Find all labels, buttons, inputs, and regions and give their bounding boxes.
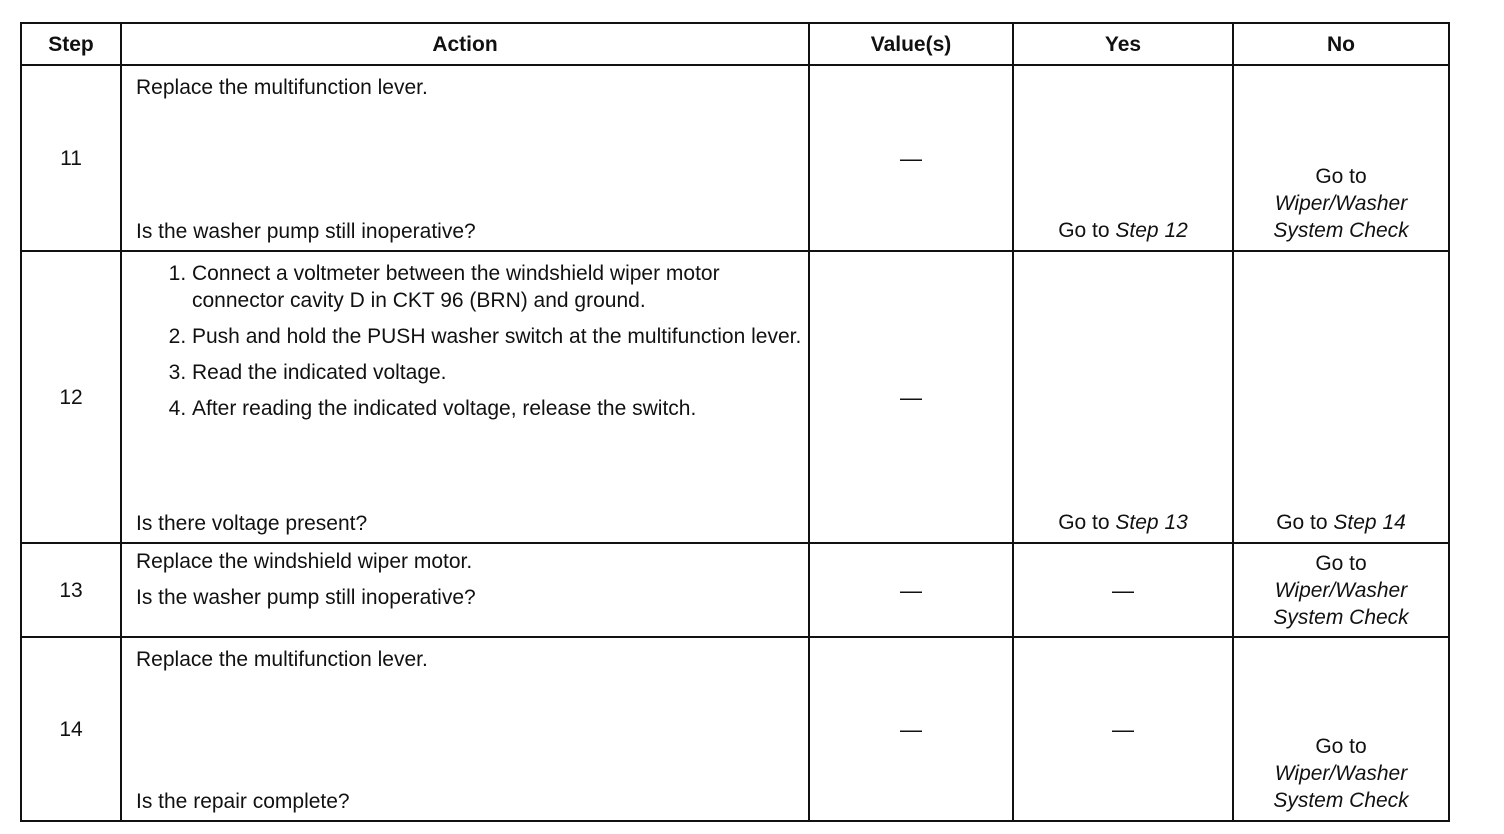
step-number: 12	[59, 386, 83, 409]
yes-prefix: Go to	[1058, 219, 1110, 242]
no-prefix: Go to	[1315, 735, 1367, 758]
action-step-item: 1. Connect a voltmeter between the windshield wiper motor connector cavity D in CKT 96 (BRN) and ground.	[192, 260, 802, 314]
header-yes: Yes	[1012, 24, 1232, 66]
action-step-item: 2. Push and hold the PUSH washer switch at the multifunction lever.	[192, 323, 802, 350]
no-prefix: Go to	[1315, 552, 1367, 575]
action-question: Is the repair complete?	[136, 790, 350, 813]
no-cell	[1232, 252, 1448, 544]
yes-prefix: Go to	[1058, 511, 1110, 534]
no-cell	[1232, 544, 1448, 638]
action-step-item: 4. After reading the indicated voltage, release the switch.	[192, 395, 802, 422]
action-cell	[120, 66, 808, 252]
no-prefix: Go to	[1276, 511, 1328, 534]
value-cell: —	[808, 66, 1012, 252]
yes-cell	[1012, 66, 1232, 252]
action-instruction: Replace the multifunction lever.	[136, 76, 428, 99]
action-cell	[120, 638, 808, 822]
action-question: Is the washer pump still inoperative?	[136, 586, 476, 609]
step-number: 14	[59, 718, 83, 741]
no-cell	[1232, 638, 1448, 822]
table-row	[22, 542, 1448, 638]
no-reference-line2: System Check	[1273, 219, 1409, 242]
header-values: Value(s)	[808, 24, 1012, 66]
no-reference-line1: Wiper/Washer	[1274, 762, 1408, 785]
action-cell	[120, 544, 808, 638]
no-cell	[1232, 66, 1448, 252]
step-number: 11	[60, 147, 82, 170]
yes-cell: —	[1012, 638, 1232, 822]
diagnostic-table	[20, 22, 1450, 822]
no-reference-line1: Wiper/Washer	[1274, 192, 1408, 215]
no-reference-line2: System Check	[1273, 606, 1409, 629]
header-action: Action	[120, 24, 808, 66]
action-step-item: 3. Read the indicated voltage.	[192, 359, 802, 386]
action-step-list	[156, 260, 802, 431]
action-instruction: Replace the multifunction lever.	[136, 648, 428, 671]
action-instruction: Replace the windshield wiper motor.	[136, 550, 473, 573]
yes-step-reference: Step 12	[1115, 219, 1188, 242]
step-number: 13	[59, 579, 83, 602]
header-no: No	[1232, 24, 1448, 66]
action-question: Is the washer pump still inoperative?	[136, 220, 476, 243]
value-cell: —	[808, 544, 1012, 638]
header-step: Step	[48, 33, 94, 56]
yes-cell: —	[1012, 544, 1232, 638]
table-header-row	[22, 24, 1448, 66]
value-cell: —	[808, 252, 1012, 544]
value-cell: —	[808, 638, 1012, 822]
table-row	[22, 64, 1448, 252]
no-step-reference: Step 14	[1333, 511, 1406, 534]
yes-cell	[1012, 252, 1232, 544]
table-row	[22, 636, 1448, 822]
yes-step-reference: Step 13	[1115, 511, 1188, 534]
no-reference-line1: Wiper/Washer	[1274, 579, 1408, 602]
no-reference-line2: System Check	[1273, 789, 1409, 812]
table-row	[22, 250, 1448, 544]
no-prefix: Go to	[1315, 165, 1367, 188]
action-cell	[120, 252, 808, 544]
action-question: Is there voltage present?	[136, 512, 368, 535]
